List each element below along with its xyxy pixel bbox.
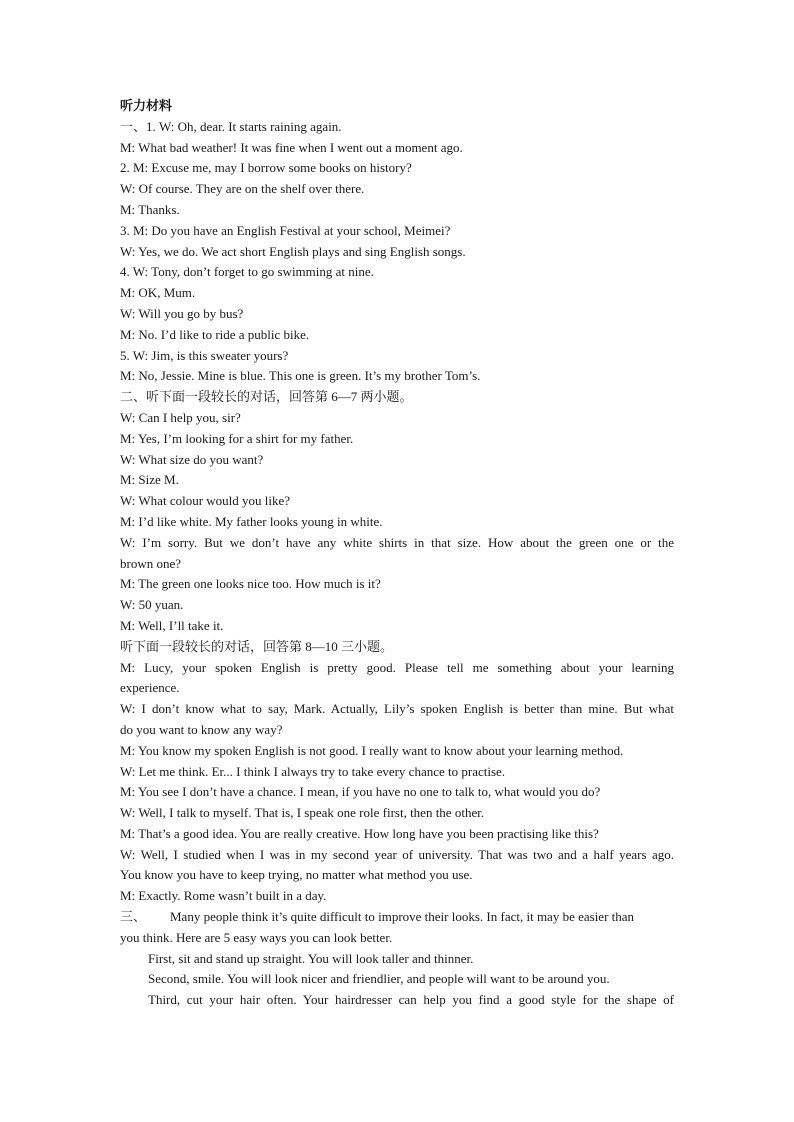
dialogue-line: M: Exactly. Rome wasn’t built in a day. <box>120 888 327 904</box>
part1-line: 4. W: Tony, don’t forget to go swimming at nine. <box>120 264 374 280</box>
part2-line: brown one? <box>120 555 182 571</box>
part2-line: M: The green one looks nice too. How much is it? <box>120 576 381 592</box>
dialogue-line: W: I don’t know what to say, Mark. Actually, Lily’s spoken English is better than mine. But what <box>120 701 674 717</box>
part2-line: W: Can I help you, sir? <box>120 409 241 425</box>
part1-line: W: Of course. They are on the shelf over there. <box>120 181 365 197</box>
part1-label: 一、 <box>120 118 147 134</box>
part3-paragraph-1: 三、 Many people think it’s quite difficult to improve their looks. In fact, it may be easier than <box>120 907 674 928</box>
part3-paragraph-2: First, sit and stand up straight. You will look taller and thinner. <box>148 950 474 966</box>
dialogue-line: M: You know my spoken English is not good. I really want to know about your learning method. <box>120 742 624 758</box>
part3-paragraph-3: Second, smile. You will look nicer and friendlier, and people will want to be around you. <box>148 971 610 987</box>
part1-line-1: 一、1. W: Oh, dear. It starts raining again. <box>120 118 342 134</box>
part3-paragraph-4: Third, cut your hair often. Your hairdresser can help you find a good style for the shape of <box>148 992 674 1008</box>
dialogue-line: M: Lucy, your spoken English is pretty good. Please tell me something about your learning <box>120 659 674 675</box>
part1-line: 5. W: Jim, is this sweater yours? <box>120 347 289 363</box>
part2-line: W: I’m sorry. But we don’t have any white shirts in that size. How about the green one or the <box>120 534 674 550</box>
part2-line: M: Yes, I’m looking for a shirt for my father. <box>120 430 354 446</box>
dialogue-line: W: Well, I studied when I was in my second year of university. That was two and a half years ago. <box>120 846 674 862</box>
part3-line: you think. Here are 5 easy ways you can look better. <box>120 929 393 945</box>
part1-line: M: What bad weather! It was fine when I went out a moment ago. <box>120 139 463 155</box>
part2-line: W: 50 yuan. <box>120 597 184 613</box>
dialogue-line: M: You see I don’t have a chance. I mean, if you have no one to talk to, what would you do? <box>120 784 601 800</box>
dialogue-line: M: That’s a good idea. You are really creative. How long have you been practising like this? <box>120 825 599 841</box>
part1-line: M: No. I’d like to ride a public bike. <box>120 326 310 342</box>
part1-line: W: Yes, we do. We act short English plays and sing English songs. <box>120 243 466 259</box>
listening-script <box>120 96 674 1011</box>
part2-line: M: Well, I’ll take it. <box>120 617 224 633</box>
part2-line: W: What colour would you like? <box>120 493 291 509</box>
part1-line: M: No, Jessie. Mine is blue. This one is green. It’s my brother Tom’s. <box>120 368 481 384</box>
dialogue-line: do you want to know any way? <box>120 721 283 737</box>
part3-label: 三、 <box>120 909 147 925</box>
part1-line: W: Will you go by bus? <box>120 305 244 321</box>
part2-line: M: Size M. <box>120 472 179 488</box>
part2-heading-2: 听下面一段较长的对话，回答第 8—10 三小题。 <box>120 638 394 654</box>
part2-line: M: I’d like white. My father looks young in white. <box>120 513 383 529</box>
part1-line: 2. M: Excuse me, may I borrow some books on history? <box>120 160 412 176</box>
dialogue-line: W: Well, I talk to myself. That is, I speak one role first, then the other. <box>120 805 485 821</box>
part1-line: 3. M: Do you have an English Festival at your school, Meimei? <box>120 222 451 238</box>
part2-heading: 二、听下面一段较长的对话，回答第 6—7 两小题。 <box>120 389 413 405</box>
part2-line: W: What size do you want? <box>120 451 264 467</box>
document-title: 听力材料 <box>120 98 173 113</box>
dialogue-line: You know you have to keep trying, no matter what method you use. <box>120 867 473 883</box>
part1-line: M: OK, Mum. <box>120 285 196 301</box>
dialogue-line: experience. <box>120 680 180 696</box>
part1-line: M: Thanks. <box>120 201 180 217</box>
dialogue-line: W: Let me think. Er... I think I always try to take every chance to practise. <box>120 763 506 779</box>
